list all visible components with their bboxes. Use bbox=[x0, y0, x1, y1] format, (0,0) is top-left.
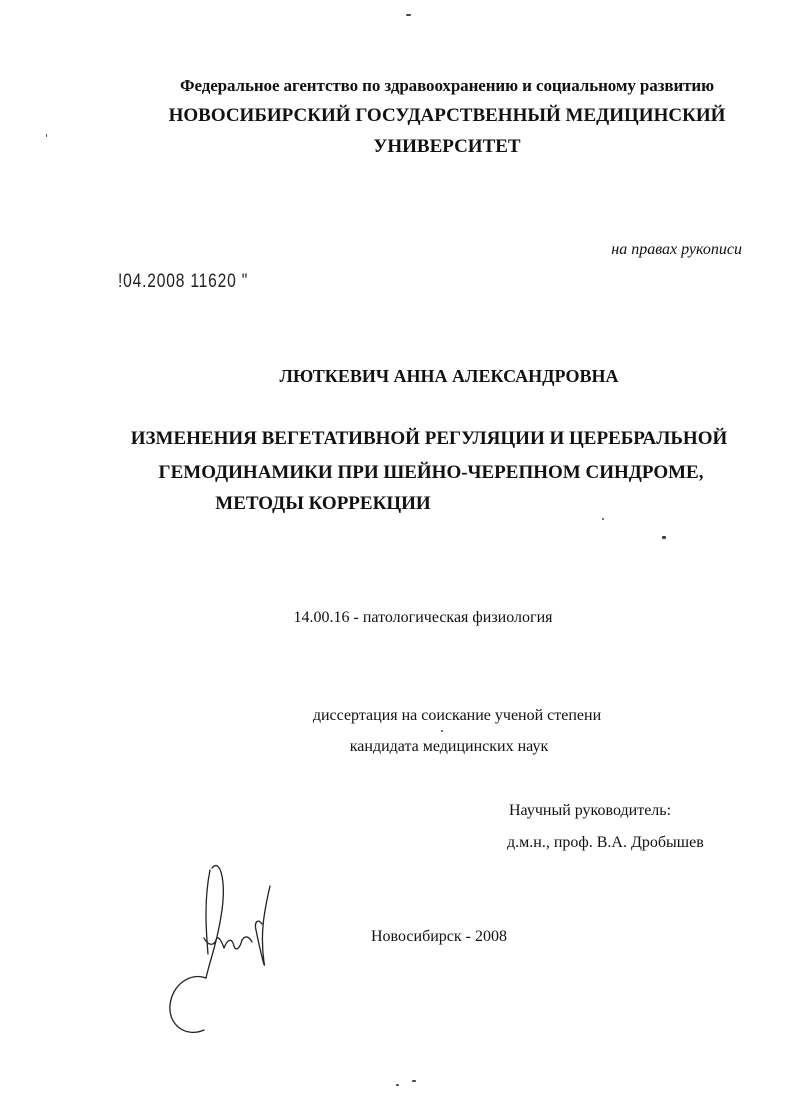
handwritten-signature bbox=[160, 850, 300, 1040]
university-name-line-2: УНИВЕРСИТЕТ bbox=[373, 136, 521, 157]
scan-speck bbox=[46, 134, 47, 137]
city-year: Новосибирск - 2008 bbox=[371, 928, 507, 945]
supervisor-name: д.м.н., проф. В.А. Дробышев bbox=[507, 834, 704, 851]
manuscript-note: на правах рукописи bbox=[611, 241, 742, 258]
registration-stamp bbox=[118, 271, 248, 293]
scan-speck bbox=[396, 1084, 399, 1086]
stamp-mark-right: " bbox=[236, 271, 249, 292]
dissertation-title-line-3: МЕТОДЫ КОРРЕКЦИИ bbox=[215, 493, 431, 514]
scan-speck bbox=[602, 518, 604, 520]
scan-speck bbox=[412, 1080, 416, 1082]
degree-line-1: диссертация на соискание ученой степени bbox=[312, 707, 602, 724]
supervisor-label: Научный руководитель: bbox=[509, 802, 672, 819]
author-name: ЛЮТКЕВИЧ АННА АЛЕКСАНДРОВНА bbox=[279, 366, 619, 386]
university-name-line-1: НОВОСИБИРСКИЙ ГОСУДАРСТВЕННЫЙ МЕДИЦИНСКИЙ bbox=[168, 105, 726, 126]
specialty-code: 14.00.16 - патологическая физиология bbox=[293, 609, 553, 626]
degree-line-2: кандидата медицинских наук bbox=[349, 738, 549, 755]
dissertation-title-line-2: ГЕМОДИНАМИКИ ПРИ ШЕЙНО-ЧЕРЕПНОМ СИНДРОМЕ, bbox=[158, 462, 704, 483]
registration-number: 04.2008 11620 bbox=[123, 271, 237, 292]
stamp-mark-left: ! bbox=[118, 271, 124, 292]
scan-speck bbox=[662, 536, 666, 539]
agency-name: Федеральное агентство по здравоохранению и социальному развитию bbox=[179, 76, 715, 95]
scan-speck bbox=[441, 730, 443, 732]
dissertation-title-line-1: ИЗМЕНЕНИЯ ВЕГЕТАТИВНОЙ РЕГУЛЯЦИИ И ЦЕРЕБРАЛЬНОЙ bbox=[130, 428, 728, 449]
scan-speck bbox=[406, 14, 411, 16]
